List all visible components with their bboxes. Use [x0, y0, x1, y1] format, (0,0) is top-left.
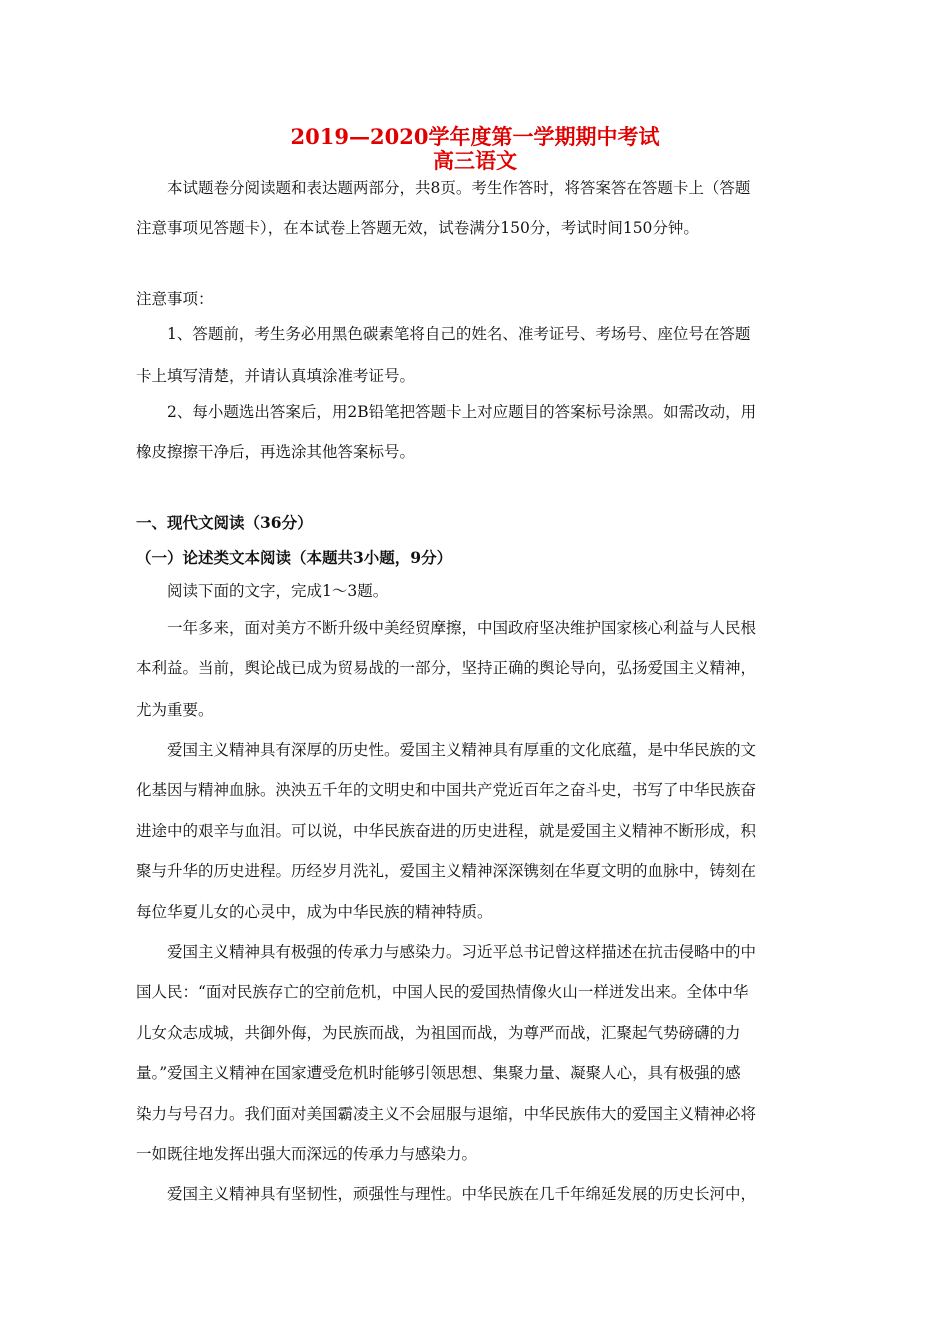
- passage-line: 儿女众志成城，共御外侮，为民族而战，为祖国而战，为尊严而战，汇聚起气势磅礴的力: [136, 1024, 741, 1042]
- notice-heading: 注意事项：: [136, 290, 214, 308]
- notice-line: 2、每小题选出答案后，用2B铅笔把答题卡上对应题目的答案标号涂黑。如需改动，用: [167, 403, 757, 421]
- passage-line: 化基因与精神血脉。泱泱五千年的文明史和中国共产党近百年之奋斗史，书写了中华民族奋: [136, 781, 757, 799]
- passage-line: 每位华夏儿女的心灵中，成为中华民族的精神特质。: [136, 903, 493, 921]
- passage-line: 爱国主义精神具有极强的传承力与感染力。习近平总书记曾这样描述在抗击侵略中的中: [167, 943, 757, 961]
- passage-line: 一年多来，面对美方不断升级中美经贸摩擦，中国政府坚决维护国家核心利益与人民根: [167, 619, 757, 637]
- passage-line: 进途中的艰辛与血泪。可以说，中华民族奋进的历史进程，就是爱国主义精神不断形成，积: [136, 822, 757, 840]
- passage-line: 本利益。当前，舆论战已成为贸易战的一部分，坚持正确的舆论导向，弘扬爱国主义精神，: [136, 659, 757, 677]
- passage-line: 爱国主义精神具有坚韧性，顽强性与理性。中华民族在几千年绵延发展的历史长河中，: [167, 1185, 757, 1203]
- intro-line: 注意事项见答题卡），在本试卷上答题无效，试卷满分150分，考试时间150分钟。: [136, 219, 699, 237]
- notice-line: 1、答题前，考生务必用黑色碳素笔将自己的姓名、准考证号、考场号、座位号在答题: [167, 325, 751, 343]
- passage-line: 爱国主义精神具有深厚的历史性。爱国主义精神具有厚重的文化底蕴，是中华民族的文: [167, 741, 757, 759]
- passage-line: 染力与号召力。我们面对美国霸凌主义不会屈服与退缩，中华民族伟大的爱国主义精神必将: [136, 1105, 757, 1123]
- passage-line: 量。”爱国主义精神在国家遭受危机时能够引领思想、集聚力量、凝聚人心，具有极强的感: [136, 1064, 741, 1082]
- intro-line: 本试题卷分阅读题和表达题两部分，共8页。考生作答时，将答案答在答题卡上（答题: [167, 179, 751, 197]
- passage-line: 尤为重要。: [136, 701, 214, 719]
- passage-line: 国人民：“面对民族存亡的空前危机，中国人民的爱国热情像火山一样迸发出来。全体中华: [136, 983, 749, 1001]
- passage-line: 一如既往地发挥出强大而深远的传承力与感染力。: [136, 1145, 478, 1163]
- reading-instruction: 阅读下面的文字，完成1～3题。: [167, 582, 389, 600]
- section-heading: 一、现代文阅读（36分）: [136, 513, 313, 532]
- notice-line: 卡上填写清楚，并请认真填涂准考证号。: [136, 367, 416, 385]
- notice-line: 橡皮擦擦干净后，再选涂其他答案标号。: [136, 443, 416, 461]
- exam-title: 2019—2020学年度第一学期期中考试: [290, 124, 660, 149]
- exam-subtitle: 高三语文: [433, 148, 517, 173]
- subsection-heading: （一）论述类文本阅读（本题共3小题，9分）: [136, 548, 453, 567]
- passage-line: 聚与升华的历史进程。历经岁月洗礼，爱国主义精神深深镌刻在华夏文明的血脉中，铸刻在: [136, 862, 757, 880]
